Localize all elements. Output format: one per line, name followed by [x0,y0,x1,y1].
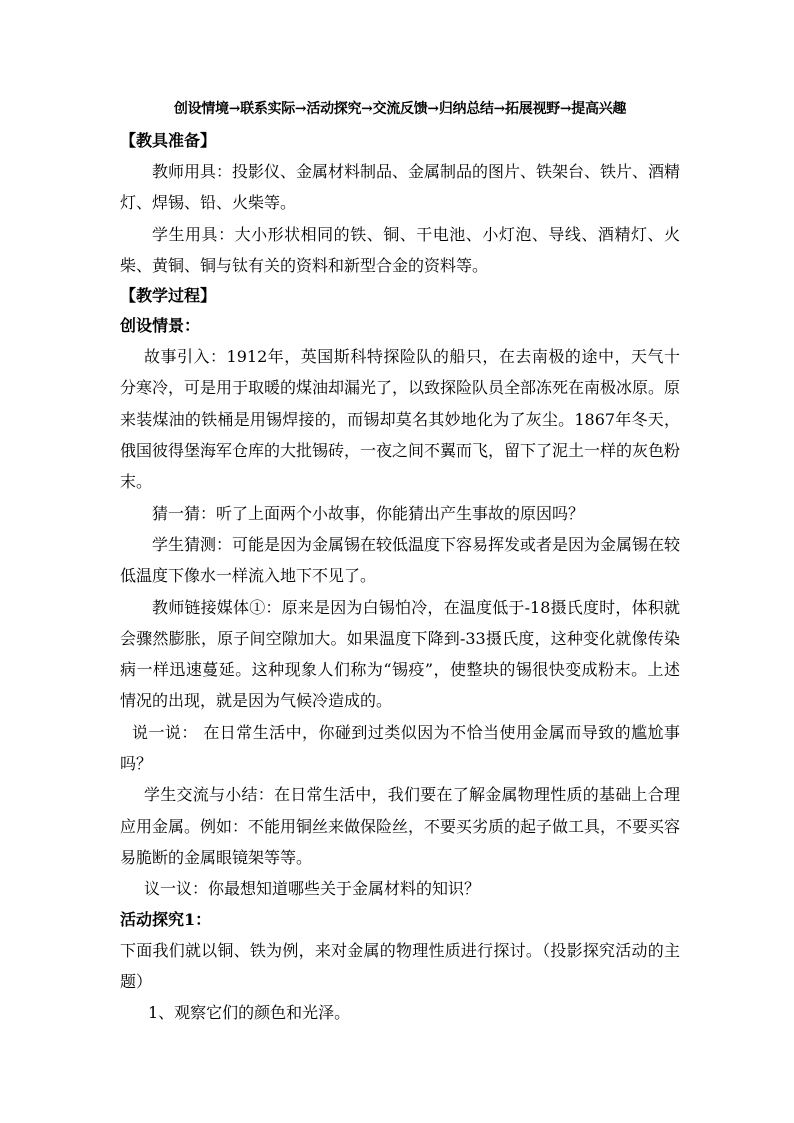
scenario-heading: 创设情景： [120,316,201,336]
student-guess-paragraph: 学生猜测：可能是因为金属锡在较低温度下容易挥发或者是因为金属锡在较低温度下像水一样流入地下不见了。 [120,534,681,586]
teacher-tools-paragraph: 教师用具：投影仪、金属材料制品、金属制品的图片、铁架台、铁片、酒精灯、焊锡、铅、火柴等。 [120,162,681,213]
guess-paragraph: 猜一猜：听了上面两个小故事，你能猜出产生事故的原因吗？ [152,503,585,523]
process-heading: 【教学过程】 [120,286,217,306]
activity-intro-paragraph: 下面我们就以铜、铁为例，来对金属的物理性质进行探讨。（投影探究活动的主题） [120,940,680,991]
prep-heading: 【教具准备】 [120,131,217,150]
story-paragraph: 故事引入：1912年，英国斯科特探险队的船只，在去南极的途中，天气十分寒冷，可是用于取暖的煤油却漏光了，以致探险队员全部冻死在南极冰原。原来装煤油的铁桶是用锡焊接的，而锡却莫名其妙地化为了灰尘。1867年冬天，俄国彼得堡海军仓库的大批锡砖，一夜之间不翼而飞，留下了泥土一样的灰色粉末。 [120,347,681,492]
document-page [120,96,680,1028]
discuss-paragraph: 议一议：你最想知道哪些关于金属材料的知识？ [144,879,481,899]
activity-heading: 活动探究1： [120,909,212,929]
student-tools-paragraph: 学生用具：大小形状相同的铁、铜、干电池、小灯泡、导线、酒精灯、火柴、黄铜、铜与钛有关的资料和新型合金的资料等。 [120,224,680,275]
step-1-item: 1、观察它们的颜色和光泽。 [148,1003,351,1023]
student-summary-paragraph: 学生交流与小结：在日常生活中，我们要在了解金属物理性质的基础上合理应用金属。例如：不能用铜丝来做保险丝，不要买劣质的起子做工具，不要买容易脆断的金属眼镜架等等。 [120,785,681,867]
talk-paragraph: 说一说： 在日常生活中，你碰到过类似因为不恰当使用金属而导致的尴尬事吗？ [120,722,680,774]
teaching-flow-line: 创设情境→联系实际→活动探究→交流反馈→归纳总结→拓展视野→提高兴趣 [173,101,627,117]
teacher-media-paragraph: 教师链接媒体①：原来是因为白锡怕冷，在温度低于-18摄氏度时，体积就会骤然膨胀，原子间空隙加大。如果温度下降到-33摄氏度，这种变化就像传染病一样迅速蔓延。这种现象人们称为“锡疫”，使整块的锡很快变成粉末。上述情况的出现，就是因为气候冷造成的。 [120,597,680,711]
